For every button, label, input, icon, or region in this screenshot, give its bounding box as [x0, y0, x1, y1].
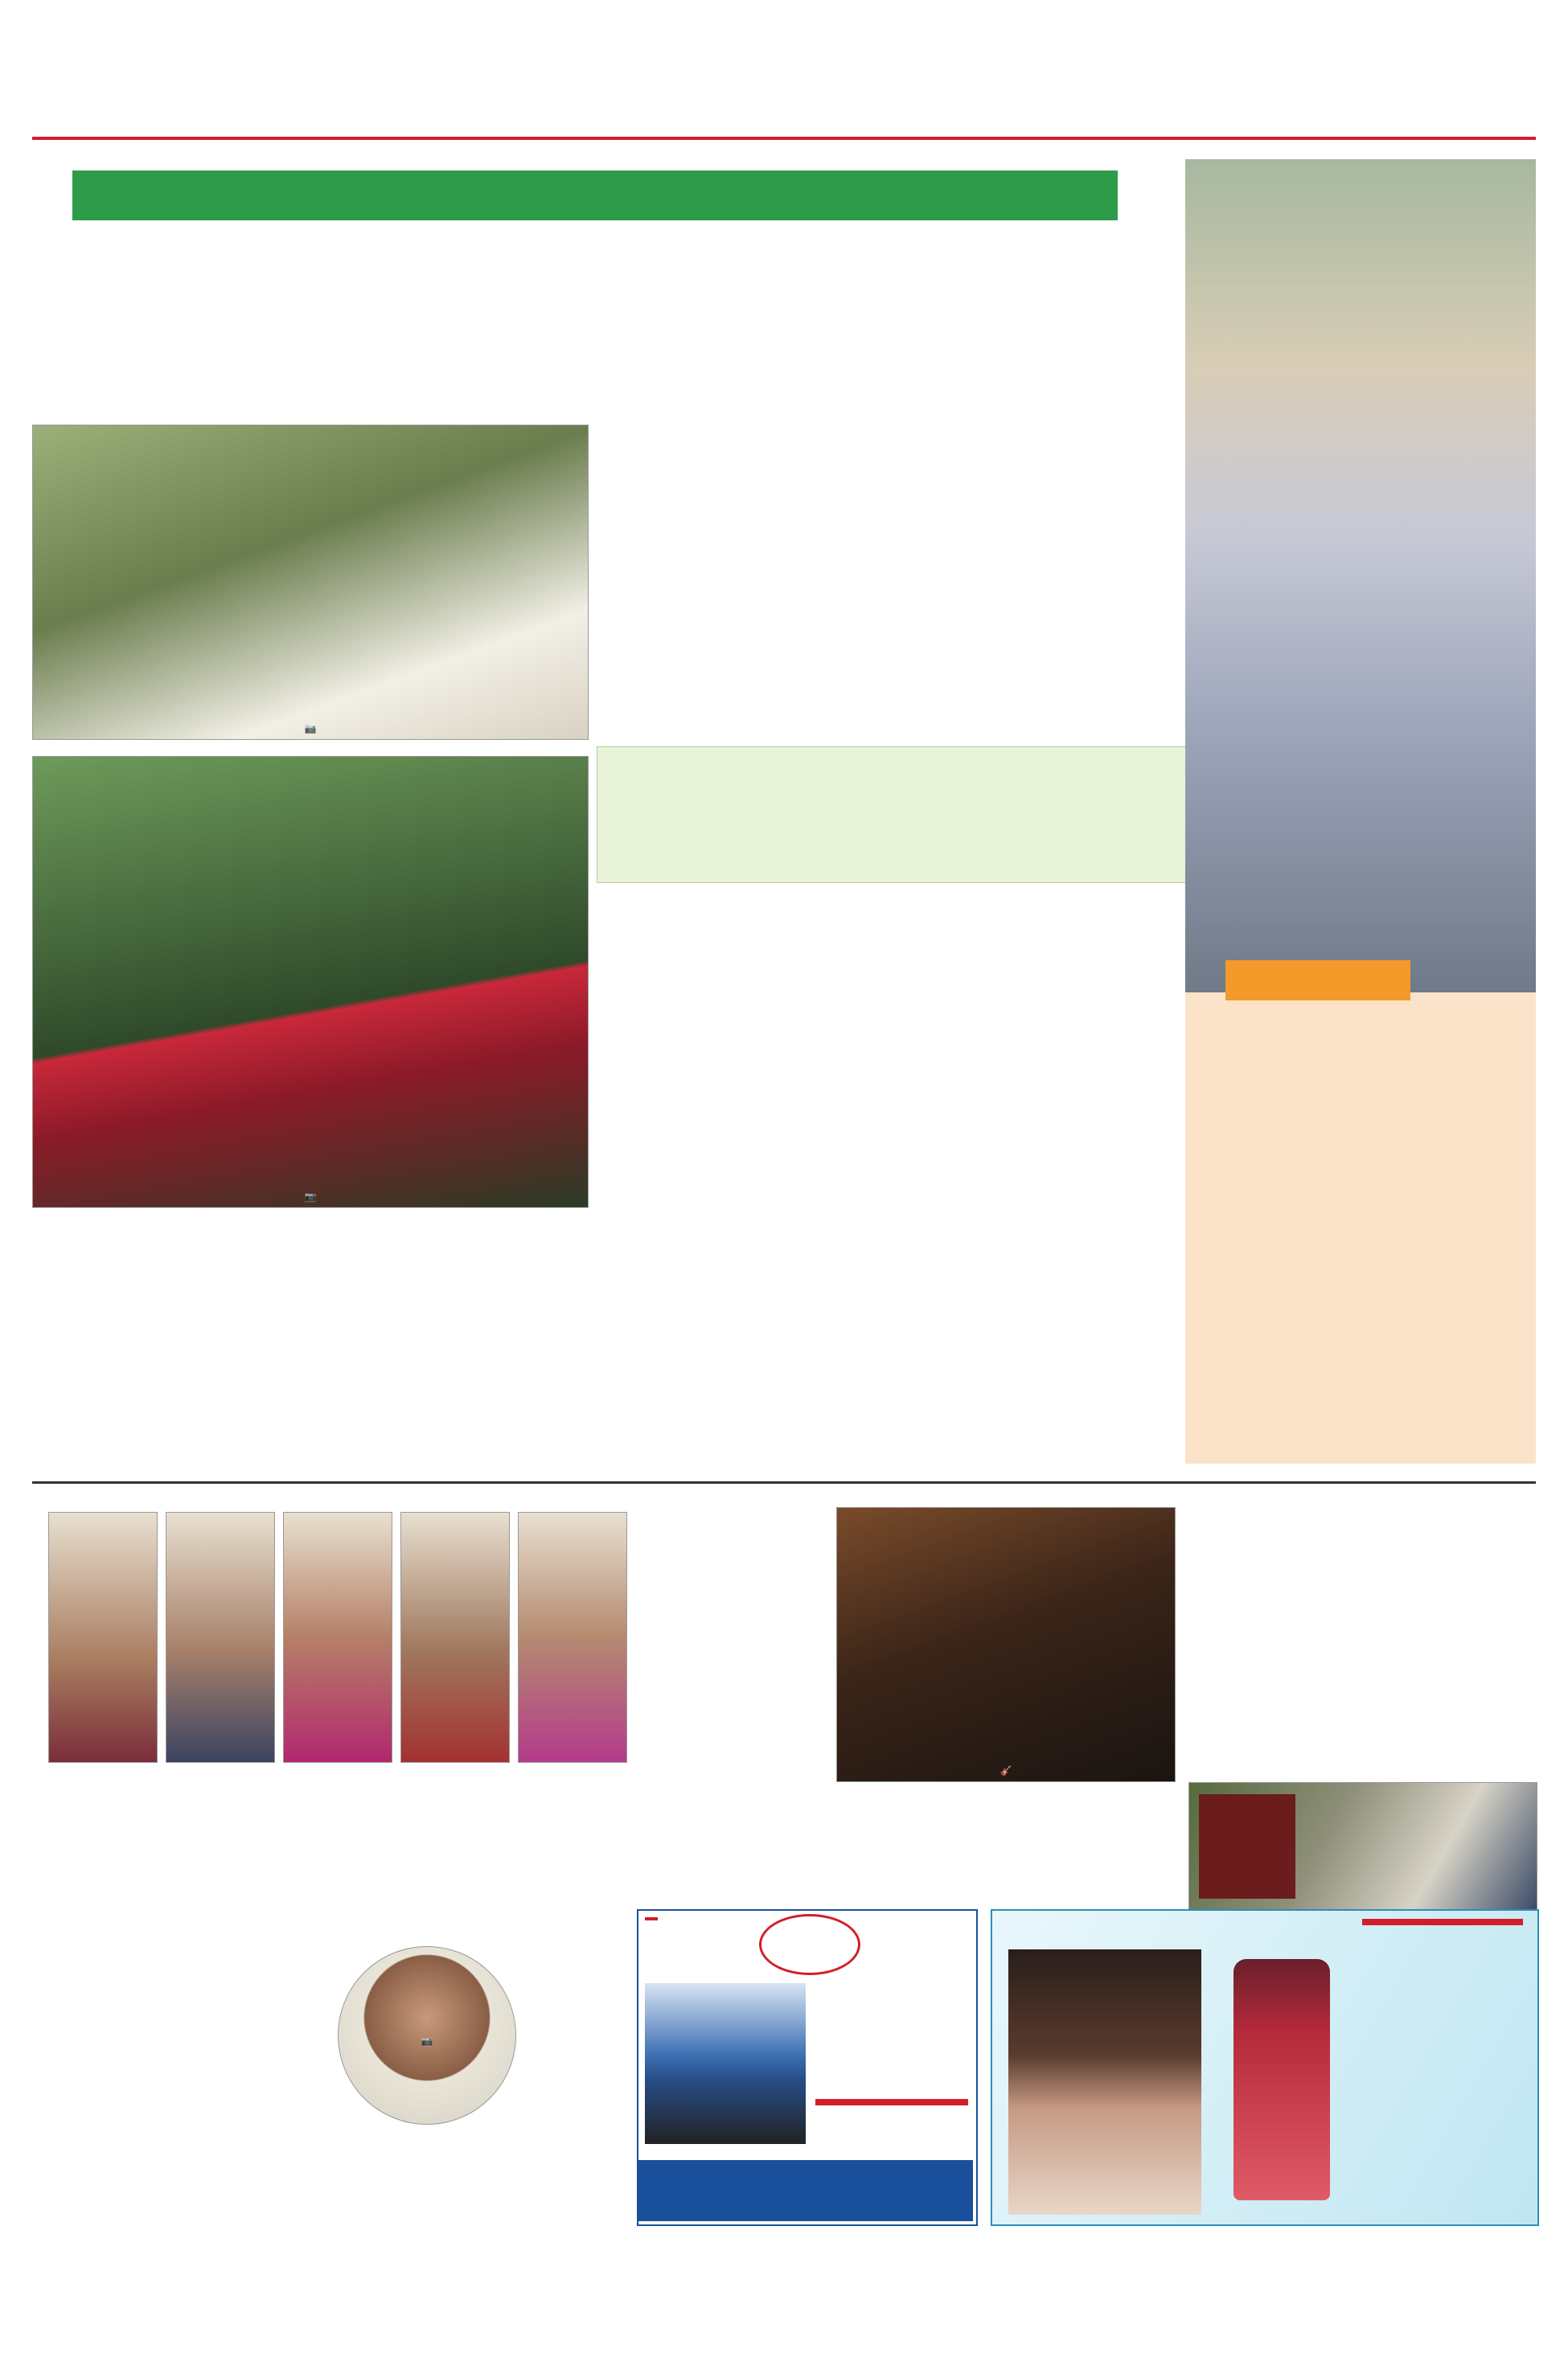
photo-shaheen-samad: [48, 1512, 158, 1763]
sujoy-portrait: [338, 1946, 516, 2125]
band-photo: [836, 1507, 1176, 1782]
isuzu-warranty: [815, 2099, 968, 2105]
lead-para5: [846, 590, 1119, 663]
lead-para6: [846, 688, 1119, 737]
kangana-title: [1225, 960, 1410, 1000]
lead-para9: [846, 909, 1119, 1464]
lead-para1-cont: [32, 1214, 298, 1462]
masthead-rule: [32, 137, 1536, 140]
sujoy-para2: [338, 1871, 643, 1943]
bangladhol-photo: [1188, 1782, 1537, 1912]
lead-para1: [32, 389, 659, 421]
sujoy-para2-cont: [523, 1946, 643, 2220]
lead-kicker-bar: [72, 170, 1118, 220]
photo-rafiqul-alam: [166, 1512, 275, 1763]
shakib-photo-icon: 📷: [304, 723, 317, 734]
sujoy-portrait-icon: 📷: [421, 2035, 433, 2047]
bangladhol-para1: [1188, 1539, 1536, 1777]
sujoy-para1: [32, 1871, 322, 2249]
photo-fahmida-nabi: [283, 1512, 392, 1763]
apu-photo: [32, 756, 589, 1208]
hair-brand: [1362, 1919, 1523, 1925]
photo-dilara-jahan: [518, 1512, 627, 1763]
apu-photo-icon: 📷: [304, 1191, 317, 1202]
isuzu-brand: [645, 1917, 658, 1920]
shironamhin-para2: [658, 1789, 1172, 1879]
kangana-photo: [1185, 159, 1536, 992]
truck-image: [645, 1983, 806, 2144]
section-rule-1: [32, 1481, 1536, 1484]
lead-para2-cont: [597, 1214, 862, 1462]
hair-oil-ad[interactable]: [991, 1909, 1539, 2226]
bangladhol-poster: [1199, 1794, 1295, 1899]
sujoy-photos: [48, 1512, 627, 1801]
photo-subir-nandi: [400, 1512, 510, 1763]
shakib-photo: [32, 425, 589, 740]
lead-para4: [846, 389, 1119, 590]
isuzu-footer: [638, 2160, 973, 2221]
masthead: [0, 0, 1568, 153]
hair-model-photo: [1008, 1949, 1201, 2215]
hair-bottle: [1233, 1959, 1330, 2200]
kangana-text: [1205, 1015, 1518, 1438]
lead-para2: [597, 373, 838, 735]
horoscope-section: [32, 2261, 1536, 2366]
isuzu-ad[interactable]: [637, 1909, 978, 2226]
lead-para3: [307, 1214, 573, 1462]
kangana-box: [1185, 992, 1536, 1464]
band-photo-icon: 🎸: [999, 1765, 1012, 1776]
dayun-logo: [759, 1914, 860, 1975]
